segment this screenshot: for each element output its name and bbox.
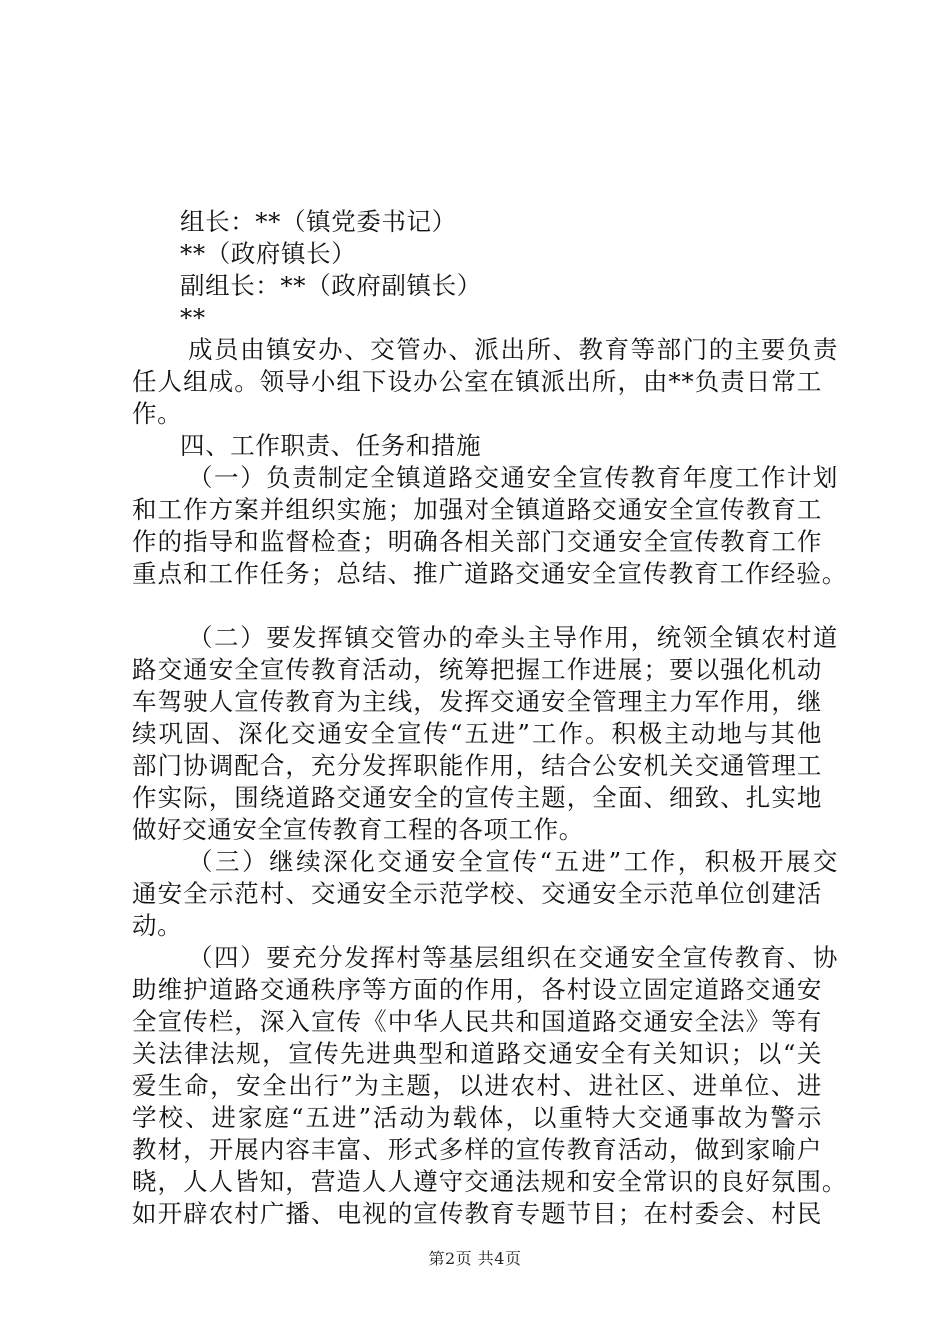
paragraph-line: 续巩固、深化交通安全宣传“五进”工作。积极主动地与其他: [132, 719, 822, 748]
paragraph-line: 部门协调配合，充分发挥职能作用，结合公安机关交通管理工: [132, 751, 822, 780]
paragraph-line: 成员由镇安办、交管办、派出所、教育等部门的主要负责: [188, 335, 838, 364]
paragraph-line: 车驾驶人宣传教育为主线，发挥交通安全管理主力军作用，继: [132, 687, 822, 716]
paragraph-line: 作的指导和监督检查；明确各相关部门交通安全宣传教育工作: [132, 527, 822, 556]
paragraph-line: 晓，人人皆知，营造人人遵守交通法规和安全常识的良好氛围。: [132, 1167, 847, 1196]
deputy-leader-line: 副组长：**（政府副镇长）: [180, 271, 482, 300]
deputy-leader-line: **: [180, 303, 206, 332]
page-number-footer: 第2页 共4页: [428, 1249, 522, 1268]
paragraph-line: 爱生命，安全出行”为主题，以进农村、进社区、进单位、进: [132, 1071, 822, 1100]
paragraph-line: 任人组成。领导小组下设办公室在镇派出所，由**负责日常工: [132, 367, 823, 396]
paragraph-line: （一）负责制定全镇道路交通安全宣传教育年度工作计划: [188, 463, 838, 492]
paragraph-line: 助维护道路交通秩序等方面的作用，各村设立固定道路交通安: [132, 975, 822, 1004]
paragraph-line: 作实际，围绕道路交通安全的宣传主题，全面、细致、扎实地: [132, 783, 822, 812]
leader-line: **（政府镇长）: [180, 239, 357, 268]
paragraph-line: 动。: [132, 911, 183, 940]
paragraph-line: 通安全示范村、交通安全示范学校、交通安全示范单位创建活: [132, 879, 822, 908]
paragraph-line: 如开辟农村广播、电视的宣传教育专题节目；在村委会、村民: [132, 1199, 822, 1228]
paragraph-line: 作。: [132, 399, 183, 428]
paragraph-line: 路交通安全宣传教育活动，统筹把握工作进展；要以强化机动: [132, 655, 822, 684]
paragraph-line: 做好交通安全宣传教育工程的各项工作。: [132, 815, 584, 844]
paragraph-line: 教材，开展内容丰富、形式多样的宣传教育活动，做到家喻户: [132, 1135, 822, 1164]
paragraph-line: 关法律法规，宣传先进典型和道路交通安全有关知识；以“关: [132, 1039, 822, 1068]
leader-line: 组长：**（镇党委书记）: [180, 207, 457, 236]
paragraph-line: 重点和工作任务；总结、推广道路交通安全宣传教育工作经验。: [132, 559, 847, 588]
paragraph-line: （四）要充分发挥村等基层组织在交通安全宣传教育、协: [188, 943, 838, 972]
paragraph-line: 学校、进家庭“五进”活动为载体，以重特大交通事故为警示: [132, 1103, 822, 1132]
paragraph-line: （二）要发挥镇交管办的牵头主导作用，统领全镇农村道: [188, 623, 838, 652]
paragraph-line: 和工作方案并组织实施；加强对全镇道路交通安全宣传教育工: [132, 495, 822, 524]
section-heading: 四、工作职责、任务和措施: [180, 431, 482, 460]
paragraph-line: 全宣传栏，深入宣传《中华人民共和国道路交通安全法》等有: [132, 1007, 822, 1036]
paragraph-line: （三）继续深化交通安全宣传“五进”工作，积极开展交: [188, 847, 838, 876]
